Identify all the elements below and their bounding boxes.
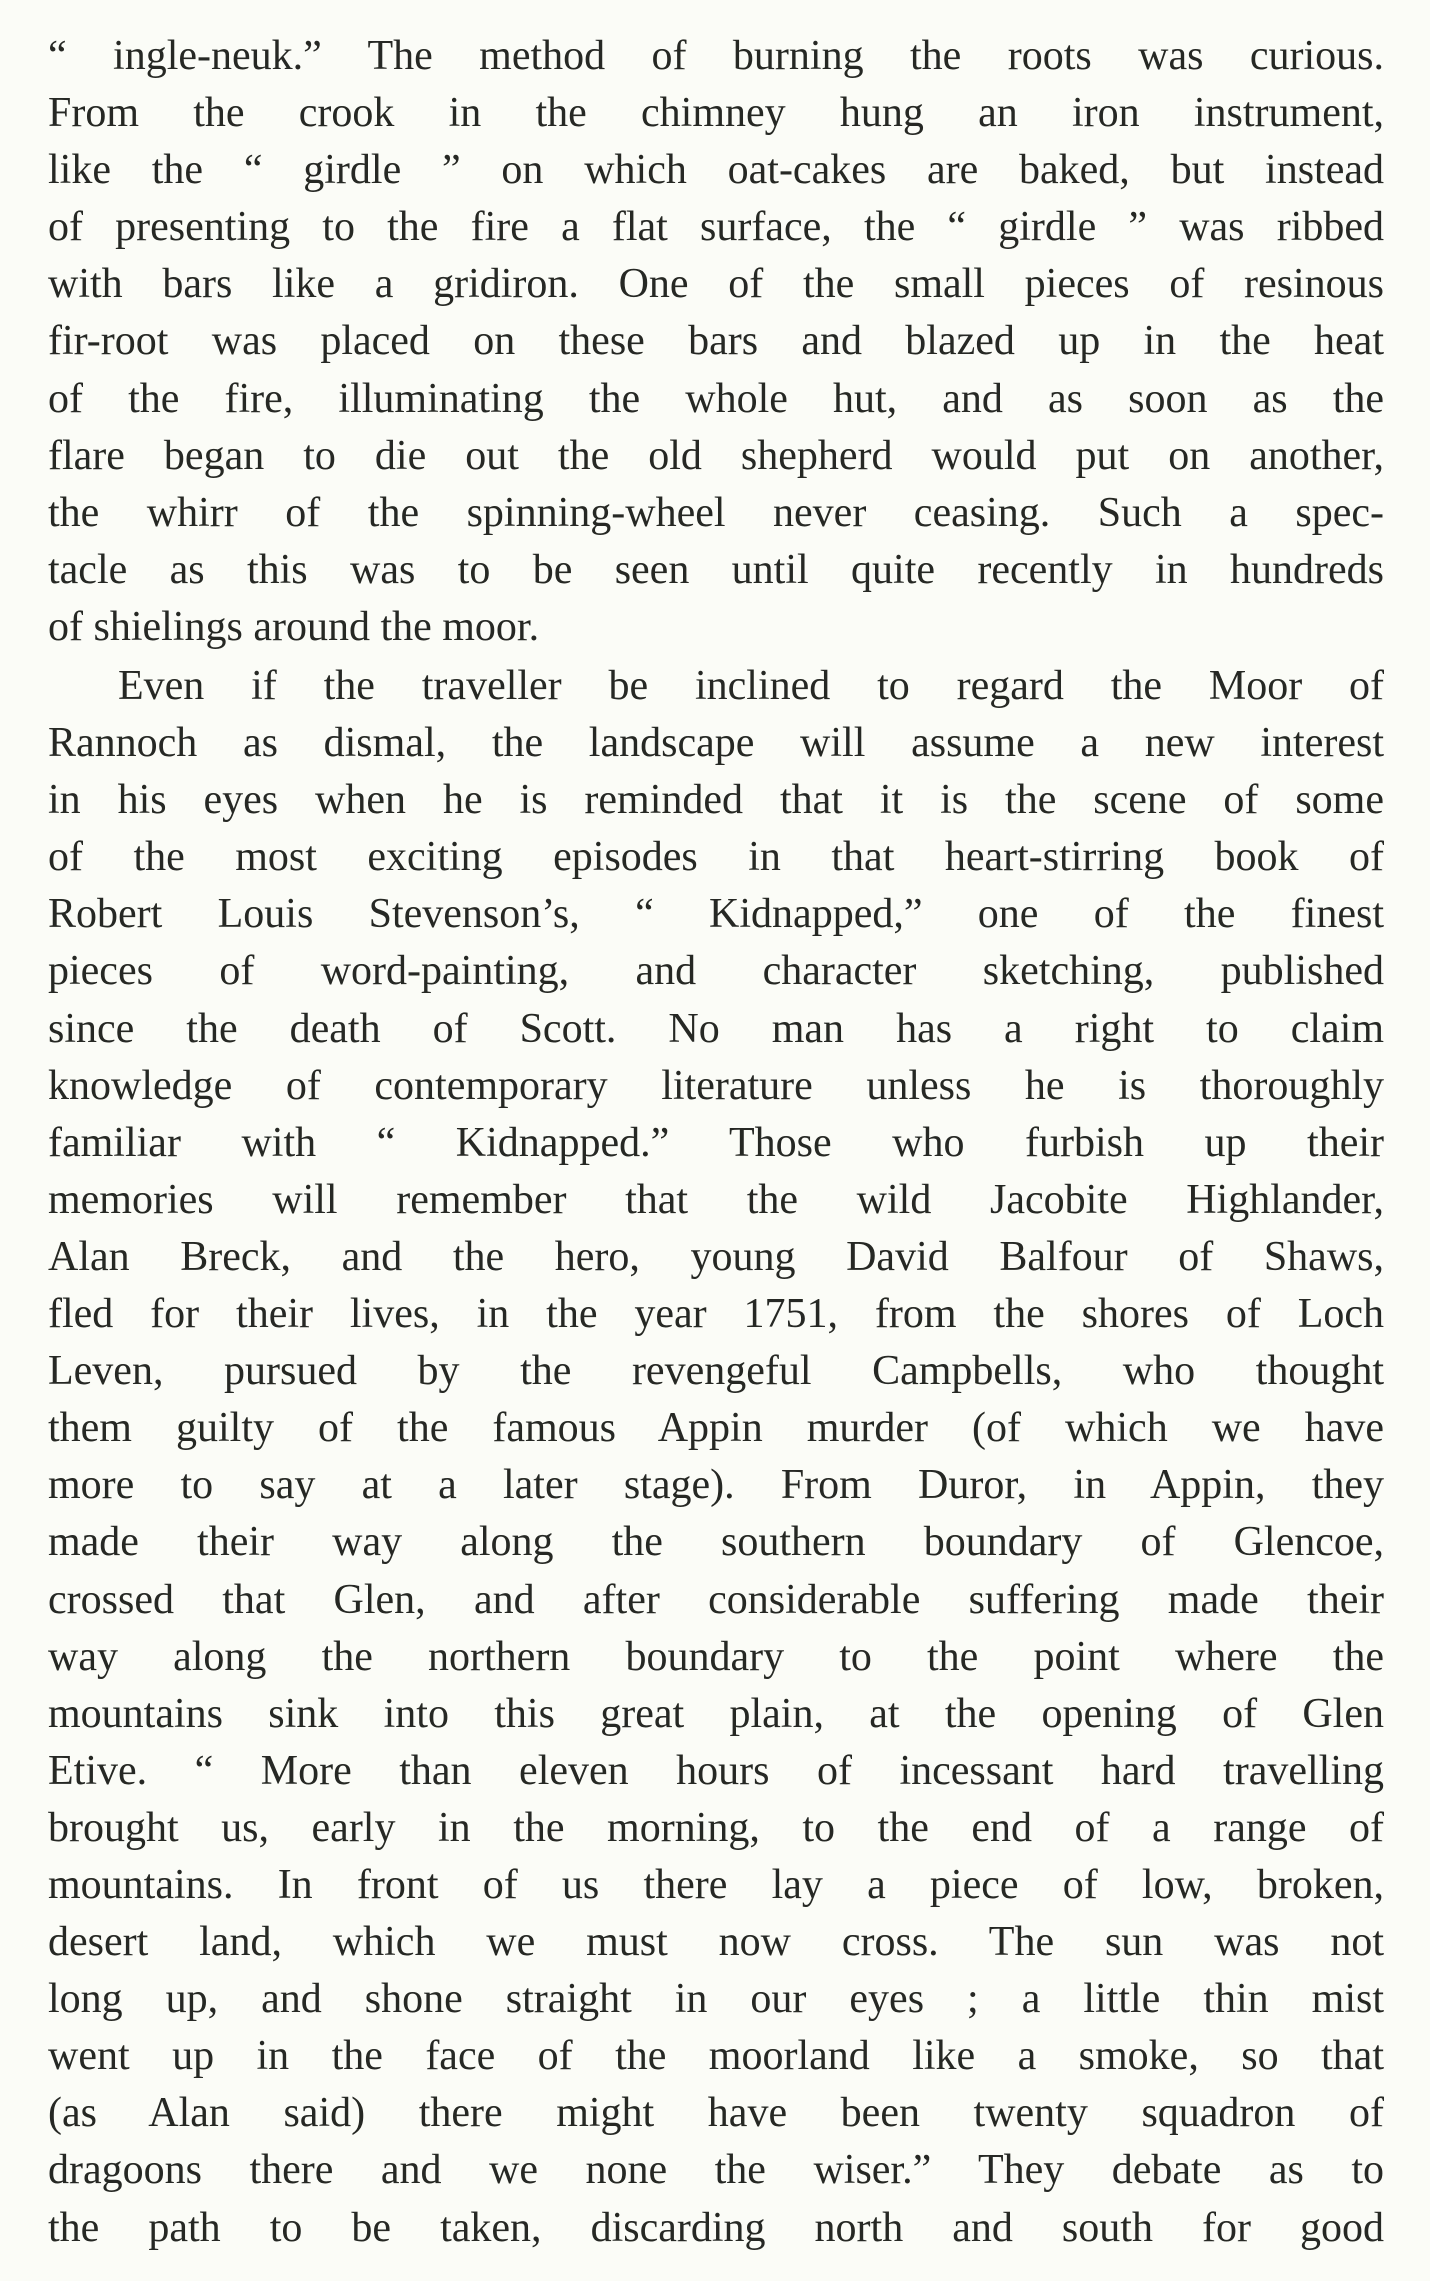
text-line: Leven, pursued by the revengeful Campbells, who thought [48,1348,1384,1395]
text-line: of the fire, illuminating the whole hut, and as soon as the [48,375,1384,422]
text-line: mountains. In front of us there lay a piece of low, broken, [48,1861,1384,1908]
text-line: in his eyes when he is reminded that it is the scene of some [48,777,1384,824]
text-line: the whirr of the spinning-wheel never ceasing. Such a spec- [48,489,1384,536]
text-line: of the most exciting episodes in that heart-stirring book of [48,834,1384,881]
text-line: tacle as this was to be seen until quite recently in hundreds [48,546,1384,593]
text-line: Even if the traveller be inclined to regard the Moor of [118,663,1384,709]
text-line: Etive. “ More than eleven hours of incessant hard travelling [48,1747,1384,1794]
paragraph-1 [48,28,1384,656]
text-line: knowledge of contemporary literature unless he is thoroughly [48,1062,1384,1109]
paragraph-2 [48,658,1384,2257]
text-line: desert land, which we must now cross. The sun was not [48,1919,1384,1966]
text-line: From the crook in the chimney hung an iron instrument, [48,90,1384,137]
text-line: more to say at a later stage). From Duror, in Appin, they [48,1462,1384,1509]
text-line: them guilty of the famous Appin murder (of which we have [48,1405,1384,1452]
text-line: dragoons there and we none the wiser.” They debate as to [48,2147,1384,2194]
text-line: Alan Breck, and the hero, young David Balfour of Shaws, [48,1233,1384,1280]
text-line: “ ingle-neuk.” The method of burning the roots was curious. [48,33,1384,79]
text-line: since the death of Scott. No man has a right to claim [48,1005,1384,1052]
text-line: the path to be taken, discarding north and south for good [48,2204,1384,2251]
text-line: Robert Louis Stevenson’s, “ Kidnapped,” one of the finest [48,891,1384,938]
text-line: went up in the face of the moorland like a smoke, so that [48,2033,1384,2080]
text-line: Rannoch as dismal, the landscape will assume a new interest [48,720,1384,767]
text-line: crossed that Glen, and after considerable suffering made their [48,1576,1384,1623]
text-line: familiar with “ Kidnapped.” Those who furbish up their [48,1119,1384,1166]
text-line: brought us, early in the morning, to the end of a range of [48,1804,1384,1851]
text-line: memories will remember that the wild Jacobite Highlander, [48,1176,1384,1223]
text-line: like the “ girdle ” on which oat-cakes are baked, but instead [48,147,1384,194]
text-line: made their way along the southern boundary of Glencoe, [48,1519,1384,1566]
text-line: pieces of word-painting, and character sketching, published [48,948,1384,995]
text-line: mountains sink into this great plain, at the opening of Glen [48,1690,1384,1737]
text-line: long up, and shone straight in our eyes ; a little thin mist [48,1976,1384,2023]
text-line: of presenting to the fire a flat surface, the “ girdle ” was ribbed [48,204,1384,251]
text-line: fir-root was placed on these bars and blazed up in the heat [48,318,1384,365]
text-line: way along the northern boundary to the point where the [48,1633,1384,1680]
text-line: flare began to die out the old shepherd would put on another, [48,432,1384,479]
text-line: of shielings around the moor. [48,603,540,650]
text-line: (as Alan said) there might have been twenty squadron of [48,2090,1384,2137]
text-line: fled for their lives, in the year 1751, from the shores of Loch [48,1291,1384,1338]
text-line: with bars like a gridiron. One of the small pieces of resinous [48,261,1384,308]
